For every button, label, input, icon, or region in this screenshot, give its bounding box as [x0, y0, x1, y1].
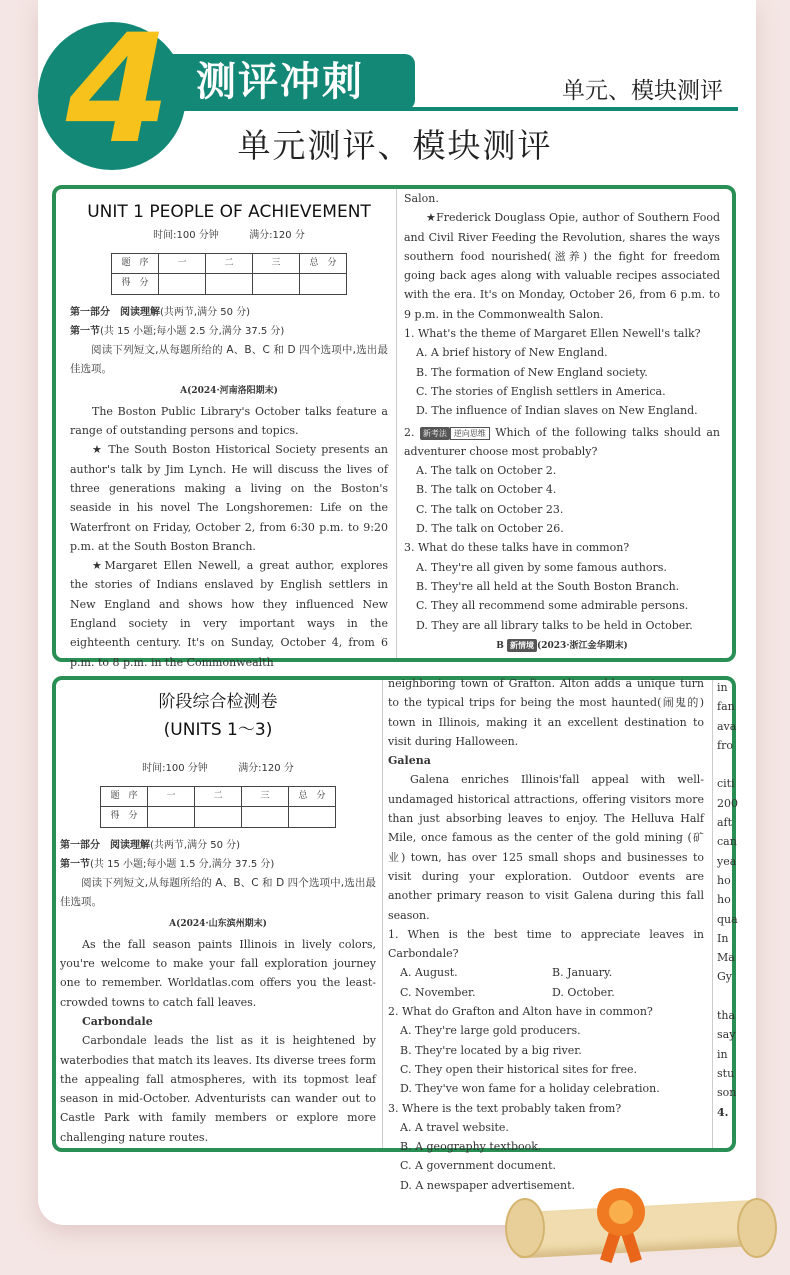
question-3: 3. Where is the text probably taken from? — [388, 1101, 622, 1115]
section-heading: 第一节 — [60, 858, 90, 870]
passage-source: A(2024·河南洛阳期末) — [180, 385, 278, 396]
question-2: 2. What do Grafton and Alton have in common? — [388, 1005, 653, 1019]
test-title: 阶段综合检测卷 — [158, 692, 278, 712]
part-heading: 第一部分 阅读理解 — [60, 839, 150, 851]
scroll-end — [737, 1198, 777, 1258]
cut-off-fragment: aft — [717, 816, 733, 830]
cut-off-fragment: fro — [717, 738, 733, 752]
option[interactable]: A. August. — [400, 966, 458, 980]
option[interactable]: A. A travel website. — [400, 1120, 509, 1134]
cut-off-fragment: in — [717, 1047, 728, 1061]
score-table — [100, 786, 336, 828]
section-heading: 第一节 — [70, 325, 100, 337]
score-header: 三 — [253, 254, 300, 274]
full-score: 满分:120 分 — [238, 763, 294, 774]
option[interactable]: D. The influence of Indian slaves on New England. — [416, 404, 698, 418]
option[interactable]: A. A brief history of New England. — [416, 346, 608, 360]
score-row-label: 得 分 — [112, 274, 159, 294]
score-cell — [206, 274, 253, 294]
score-header: 二 — [195, 787, 242, 807]
chapter-number: 4 — [65, 3, 171, 177]
cut-off-fragment: ho — [717, 893, 731, 907]
passage-continuation: neighboring town of Grafton. Alton adds a unique turn to the typical trips for being the most haunted(闹鬼的) town in Illinois, making it an excellent destination to visit during Halloween. — [388, 677, 704, 748]
subheading: Carbondale — [82, 1014, 153, 1028]
section-note: (共 15 小题;每小题 2.5 分,满分 37.5 分) — [100, 325, 285, 337]
option[interactable]: D. A newspaper advertisement. — [400, 1178, 576, 1192]
option[interactable]: D. They've won fame for a holiday celebration. — [400, 1082, 660, 1096]
cut-off-fragment — [717, 987, 737, 1006]
scroll-decoration — [505, 1188, 780, 1260]
option[interactable]: B. January. — [552, 966, 613, 980]
option[interactable]: A. They're large gold producers. — [400, 1024, 581, 1038]
option[interactable]: A. They're all given by some famous authors. — [416, 560, 667, 574]
cut-off-fragment: 4. — [717, 1105, 729, 1119]
score-header: 总 分 — [300, 254, 347, 274]
cut-off-column — [717, 678, 737, 1122]
header-right-title: 单元、模块测评 — [562, 78, 723, 104]
section-title: 单元测评、模块测评 — [237, 126, 553, 165]
cut-off-fragment: In — [717, 931, 729, 945]
cut-off-fragment: citi — [717, 777, 735, 791]
cut-off-fragment: Ma — [717, 951, 735, 965]
score-cell — [242, 807, 289, 827]
score-table — [111, 253, 347, 295]
score-cell — [159, 274, 206, 294]
banner-title: 测评冲刺 — [196, 59, 364, 105]
option[interactable]: C. November. — [400, 985, 476, 999]
question-1: 1. When is the best time to appreciate leaves in Carbondale? — [388, 927, 704, 961]
cut-off-fragment: yea — [717, 854, 737, 868]
cut-off-fragment: in — [717, 681, 728, 694]
option[interactable]: A. The talk on October 2. — [416, 464, 557, 478]
cut-off-fragment: ho — [717, 873, 731, 887]
score-header: 一 — [148, 787, 195, 807]
score-cell — [148, 807, 195, 827]
score-header: 一 — [159, 254, 206, 274]
cut-off-fragment — [717, 755, 737, 774]
option[interactable]: C. They open their historical sites for free. — [400, 1062, 638, 1076]
test-meta — [60, 758, 376, 780]
option-row — [388, 963, 704, 982]
column-divider — [396, 189, 397, 658]
cut-off-fragment: fan — [717, 700, 735, 714]
time-limit: 时间:100 分钟 — [153, 230, 219, 241]
option[interactable]: B. The talk on October 4. — [416, 483, 557, 497]
passage-paragraph: Carbondale leads the list as it is heightened by waterbodies that match its leaves. Its diverse trees form the appealing fall atmospheres, with its topmost leaf season in mid-October. Adventurists can wander out to Castle Park with family members or explore more challenging nature routes. — [60, 1034, 376, 1144]
cut-off-fragment: Gy — [717, 970, 733, 984]
passage-paragraph: ★ The South Boston Historical Society presents an author's talk by Jim Lynch. He will discuss the lives of three generations making a living on the Boston's seaside in his novel The Longshoremen: Life on the Waterfront on Friday, October 2, from 6:30 p.m. to 9:20 p.m. at the South Boston Branch. — [70, 443, 388, 553]
option-row — [388, 983, 704, 1002]
reverse-thinking-tag: 逆向思维 — [450, 427, 490, 440]
score-header: 三 — [242, 787, 289, 807]
passage-source: A(2024·山东滨州期末) — [169, 918, 267, 929]
option[interactable]: C. The stories of English settlers in America. — [416, 384, 666, 398]
option[interactable]: C. A government document. — [400, 1159, 556, 1173]
cut-off-fragment: qua — [717, 912, 738, 926]
part-heading: 第一部分 阅读理解 — [70, 306, 160, 318]
scroll-end — [505, 1198, 545, 1258]
option[interactable]: D. October. — [552, 985, 615, 999]
score-header: 题 序 — [112, 254, 159, 274]
left-column — [70, 199, 388, 672]
header-underline — [170, 107, 738, 111]
stage-test-panel — [52, 676, 738, 1192]
cut-off-fragment: son — [717, 1086, 737, 1100]
instruction: 阅读下列短文,从每题所给的 A、B、C 和 D 四个选项中,选出最佳选项。 — [60, 877, 376, 909]
passage-paragraph: The Boston Public Library's October talks feature a range of outstanding persons and topics. — [70, 404, 388, 438]
score-header: 题 序 — [101, 787, 148, 807]
question-2: 2. 新考法 逆向思维 Which of the following talks should an adventurer choose most probably? — [404, 425, 721, 458]
section-note: (共 15 小题;每小题 1.5 分,满分 37.5 分) — [90, 858, 275, 870]
part-note: (共两节,满分 50 分) — [160, 306, 251, 318]
option[interactable]: C. They all recommend some admirable persons. — [416, 599, 689, 613]
passage-paragraph: ★Frederick Douglass Opie, author of Southern Food and Civil River Feeding the Revolution, shares the ways southern food nourished(滋养) the fight for freedom going back ages along with valuable recipes associated with the era. It's on Monday, October 26, from 6 p.m. to 9 p.m. in the Commonwealth Salon. — [404, 211, 720, 321]
cut-off-fragment: ava — [717, 719, 737, 733]
passage-b-source: B 新情境 (2023·浙江金华期末) — [496, 639, 628, 651]
test-meta — [70, 225, 388, 247]
part-note: (共两节,满分 50 分) — [150, 839, 241, 851]
option[interactable]: C. The talk on October 23. — [416, 502, 564, 516]
passage-paragraph: Galena enriches Illinois'fall appeal with well-undamaged historical attractions, offering visitors more than just absorbing leaves to enjoy. The Helluva Half Mile, once famous as the center of the gold mining (矿业) town, has over 125 small shops and businesses to visit during your exploration. Outdoor events are another primary reason to visit Galena during this fall season. — [388, 773, 704, 922]
option[interactable]: B. They're all held at the South Boston Branch. — [416, 579, 680, 593]
score-cell — [300, 274, 347, 294]
passage-continuation: Salon. — [404, 192, 439, 205]
passage-paragraph: As the fall season paints Illinois in lively colors, you're welcome to make your fall exploration journey one to remember. Worldatlas.com offers you the least-crowded towns to catch fall leaves. — [60, 937, 376, 1009]
score-header: 总 分 — [289, 787, 336, 807]
column-divider — [382, 680, 383, 1148]
option[interactable]: B. A geography textbook. — [400, 1140, 542, 1154]
time-limit: 时间:100 分钟 — [142, 763, 208, 774]
right-column — [404, 189, 720, 657]
right-column — [388, 674, 704, 1195]
instruction: 阅读下列短文,从每题所给的 A、B、C 和 D 四个选项中,选出最佳选项。 — [70, 344, 388, 376]
cut-off-fragment: can — [717, 835, 737, 849]
ribbon-seal — [609, 1200, 633, 1224]
test-subtitle: (UNITS 1～3) — [163, 720, 273, 740]
option[interactable]: B. The formation of New England society. — [416, 365, 648, 379]
subheading: Galena — [388, 754, 431, 768]
option[interactable]: D. The talk on October 26. — [416, 522, 564, 536]
score-row-label: 得 分 — [101, 807, 148, 827]
question-3: 3. What do these talks have in common? — [404, 541, 630, 555]
passage-paragraph: ★Margaret Ellen Newell, a great author, explores the stories of Indians enslaved by English settlers in New England and shows how they influenced New England society in very important ways in the eighteenth century. It's on Sunday, October 4, from 6 p.m. to 8 p.m. in the Commonwealth — [70, 559, 388, 669]
full-score: 满分:120 分 — [249, 230, 305, 241]
question-1: 1. What's the theme of Margaret Ellen Newell's talk? — [404, 327, 701, 341]
left-column — [60, 688, 376, 1147]
score-cell — [195, 807, 242, 827]
unit-test-panel — [52, 185, 736, 669]
unit-title: UNIT 1 PEOPLE OF ACHIEVEMENT — [87, 202, 371, 222]
option[interactable]: D. They are all library talks to be held in October. — [416, 618, 693, 632]
cut-off-fragment: stu — [717, 1066, 735, 1080]
cut-off-fragment: 200 — [717, 796, 738, 810]
score-header: 二 — [206, 254, 253, 274]
option[interactable]: B. They're located by a big river. — [400, 1043, 582, 1057]
score-cell — [253, 274, 300, 294]
cut-off-fragment: say — [717, 1028, 736, 1042]
new-context-tag: 新情境 — [507, 639, 537, 652]
score-cell — [289, 807, 336, 827]
cut-off-fragment: tha — [717, 1009, 736, 1023]
column-divider — [712, 680, 713, 1148]
new-method-tag: 新考法 — [420, 427, 450, 440]
